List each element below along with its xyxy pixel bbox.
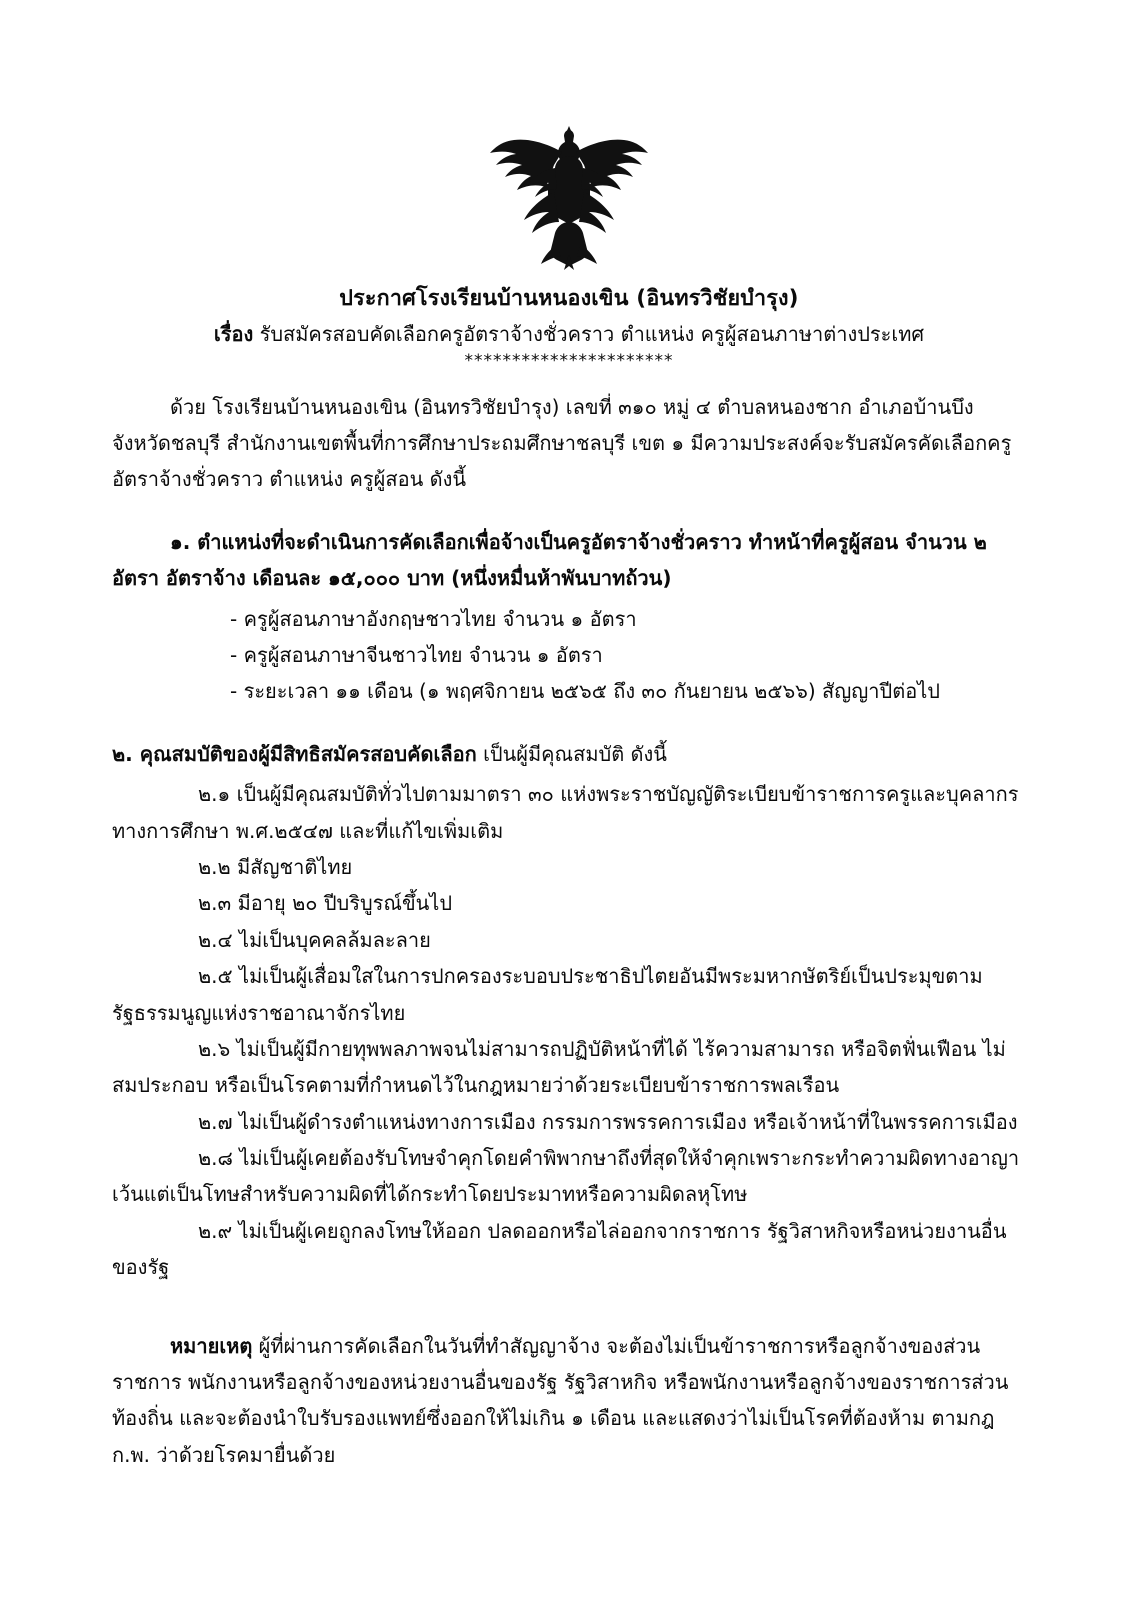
section-1-heading: ๑. ตำแหน่งที่จะดำเนินการคัดเลือกเพื่อจ้างเป็นครูอัตราจ้างชั่วคราว ทำหน้าที่ครูผู้สอน จำนวน ๒ อัตรา อัตราจ้าง เดือนละ ๑๕,๐๐๐ บาท (หนึ่งหมื่นห้าพันบาทถ้วน) (112, 529, 987, 591)
subject-text: รับสมัครสอบคัดเลือกครูอัตราจ้างชั่วคราว ตำแหน่ง ครูผู้สอนภาษาต่างประเทศ (259, 322, 925, 347)
section-2-item: ๒.๔ ไม่เป็นบุคคลล้มละลาย (198, 927, 431, 952)
document-body (112, 389, 1026, 1474)
section-2-item: ๒.๗ ไม่เป็นผู้ดำรงตำแหน่งทางการเมือง กรรมการพรรคการเมือง หรือเจ้าหน้าที่ในพรรคการเมือง (198, 1109, 1018, 1134)
section-2-item: ๒.๘ ไม่เป็นผู้เคยต้องรับโทษจำคุกโดยคำพิพากษาถึงที่สุดให้จำคุกเพราะกระทำความผิดทางอาญาเว้นแต่เป็นโทษสำหรับความผิดที่ได้กระทำโดยประมาทหรือความผิดลหุโทษ (112, 1146, 1020, 1207)
garuda-emblem-icon (484, 122, 654, 272)
document-subject (112, 319, 1026, 350)
note-paragraph (112, 1328, 1026, 1474)
section-2-item: ๒.๓ มีอายุ ๒๐ ปีบริบูรณ์ขึ้นไป (198, 891, 453, 916)
subject-label: เรื่อง (213, 322, 254, 347)
body-spacer (112, 1286, 1026, 1312)
decorative-divider: ********************** (464, 351, 674, 372)
section-2-item: ๒.๑ เป็นผู้มีคุณสมบัติทั่วไปตามมาตรา ๓๐ แห่งพระราชบัญญัติระเบียบข้าราชการครูและบุคลากรทางการศึกษา พ.ศ.๒๕๔๗ และที่แก้ไขเพิ่มเติม (112, 782, 1019, 843)
section-2-item: ๒.๕ ไม่เป็นผู้เสื่อมใสในการปกครองระบอบประชาธิปไตยอันมีพระมหากษัตริย์เป็นประมุขตามรัฐธรรมนูญแห่งราชอาณาจักรไทย (112, 964, 983, 1025)
section-2-item: ๒.๙ ไม่เป็นผู้เคยถูกลงโทษให้ออก ปลดออกหรือไล่ออกจากราชการ รัฐวิสาหกิจหรือหน่วยงานอื่นของรัฐ (112, 1218, 1007, 1280)
section-1-item: - ครูผู้สอนภาษาจีนชาวไทย จำนวน ๑ อัตรา (230, 643, 603, 667)
title-block (112, 282, 1026, 375)
section-2-heading-rest: เป็นผู้มีคุณสมบัติ ดังนี้ (476, 741, 667, 766)
intro-paragraph: ด้วย โรงเรียนบ้านหนองเขิน (อินทรวิชัยบำรุง) เลขที่ ๓๑๐ หมู่ ๔ ตำบลหนองชาก อำเภอบ้านบึง จังหวัดชลบุรี สำนักงานเขตพื้นที่การศึกษาประถมศึกษาชลบุรี เขต ๑ มีความประสงค์จะรับสมัครคัดเลือกครูอัตราจ้างชั่วคราว ตำแหน่ง ครูผู้สอน ดังนี้ (112, 394, 1012, 492)
section-2-heading (112, 736, 1026, 772)
note-label: หมายเหตุ (170, 1333, 253, 1358)
garuda-emblem-container (112, 122, 1026, 272)
section-1-item: - ครูผู้สอนภาษาอังกฤษชาวไทย จำนวน ๑ อัตรา (230, 606, 637, 631)
section-2-item: ๒.๖ ไม่เป็นผู้มีกายทุพพลภาพจนไม่สามารถปฏิบัติหน้าที่ได้ ไร้ความสามารถ หรือจิตฟั่นเฟือน ไม่สมประกอบ หรือเป็นโรคตามที่กำหนดไว้ในกฎหมายว่าด้วยระเบียบข้าราชการพลเรือน (112, 1036, 1006, 1098)
note-text: ผู้ที่ผ่านการคัดเลือกในวันที่ทำสัญญาจ้าง จะต้องไม่เป็นข้าราชการหรือลูกจ้างของส่วนราชการ พนักงานหรือลูกจ้างของหน่วยงานอื่นของรัฐ รัฐวิสาหกิจ หรือพนักงานหรือลูกจ้างของราชการส่วนท้องถิ่น และจะต้องนำใบรับรองแพทย์ซึ่งออกให้ไม่เกิน ๑ เดือน และแสดงว่าไม่เป็นโรคที่ต้องห้าม ตามกฎ ก.พ. ว่าด้วยโรคมายื่นด้วย (112, 1333, 1009, 1467)
document-title: ประกาศโรงเรียนบ้านหนองเขิน (อินทรวิชัยบำรุง) (339, 286, 799, 311)
section-2-item: ๒.๒ มีสัญชาติไทย (198, 854, 353, 879)
section-1-item: - ระยะเวลา ๑๑ เดือน (๑ พฤศจิกายน ๒๕๖๕ ถึง ๓๐ กันยายน ๒๕๖๖) สัญญาปีต่อไป (230, 679, 940, 704)
section-2-heading-bold: ๒. คุณสมบัติของผู้มีสิทธิสมัครสอบคัดเลือก (112, 741, 477, 766)
